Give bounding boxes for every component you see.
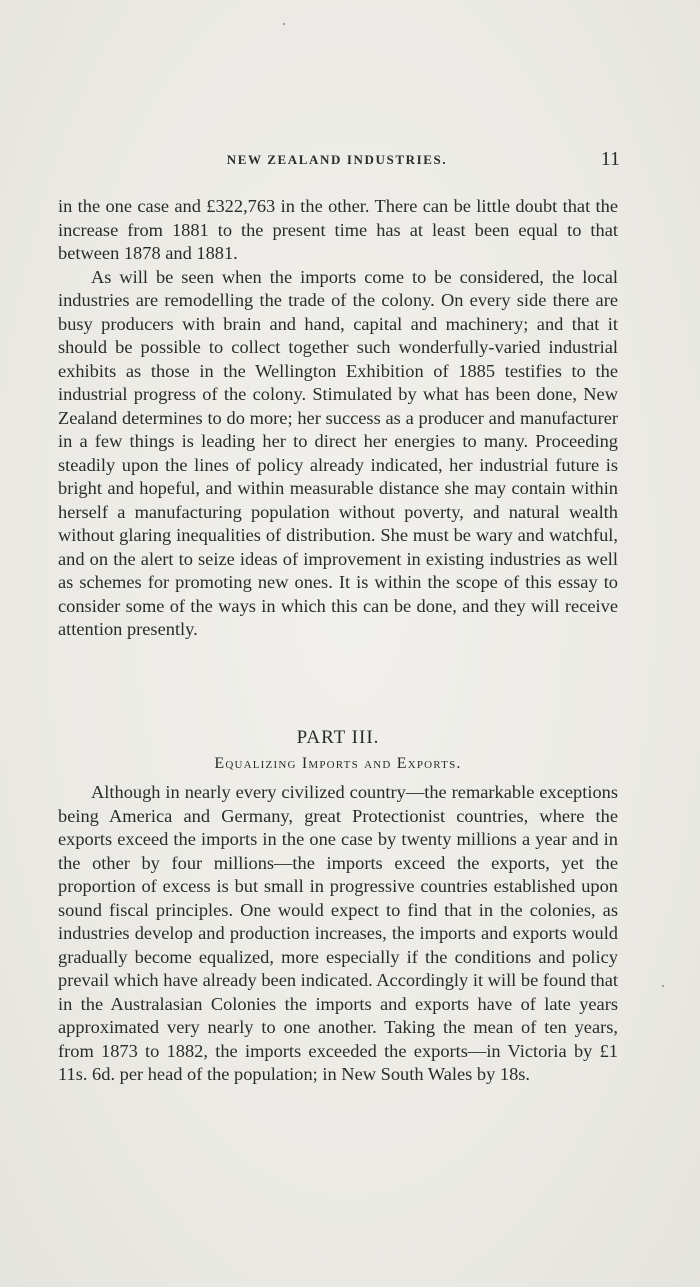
running-title: NEW ZEALAND INDUSTRIES. [226, 152, 448, 167]
part-body-text [58, 781, 618, 1087]
paper-speck [283, 23, 285, 25]
body-text [58, 195, 618, 642]
running-head [58, 148, 620, 172]
continuation-paragraph: in the one case and £322,763 in the other. There can be little doubt that the increase from 1881 to the present time has at least been equal to that between 1878 and 1881. [58, 196, 618, 263]
paragraph: Although in nearly every civilized country—the remarkable exceptions being America and Germany, great Protectionist countries, where the exports exceed the imports in the one case by twenty millions a year and in the other by four millions—the imports exceed the exports, yet the proportion of excess is but small in progressive countries established upon sound fiscal principles. One would expect to find that in the colonies, as industries develop and production increases, the imports and exports would gradually become equalized, more especially if the conditions and policy prevail which have already been indicated. Accordingly it will be found that in the Australasian Colonies the imports and exports have of late years approximated very nearly to one another. Taking the mean of ten years, from 1873 to 1882, the imports exceeded the exports—in Victoria by £1 11s. 6d. per head of the population; in New South Wales by 18s. [58, 782, 618, 1084]
page-number: 11 [600, 148, 620, 170]
section-heading: Equalizing Imports and Exports. [214, 755, 462, 772]
part-heading: PART III. [296, 727, 380, 748]
paragraph: As will be seen when the imports come to be considered, the local industries are remodelling the trade of the colony. On every side there are busy producers with brain and hand, capital and machinery; and that it should be possible to collect together such wonderfully-varied industrial exhibits as those in the Wellington Exhibition of 1885 testifies to the industrial progress of the colony. Stimulated by what has been done, New Zealand determines to do more; her success as a producer and manufacturer in a few things is leading her to direct her energies to many. Proceeding steadily upon the lines of policy already indicated, her industrial future is bright and hopeful, and within measurable distance she may contain within herself a manufacturing population without poverty, and natural wealth without glaring inequalities of distribution. She must be wary and watchful, and on the alert to seize ideas of improvement in existing industries as well as schemes for promoting new ones. It is within the scope of this essay to consider some of the ways in which this can be done, and they will receive attention presently. [58, 266, 618, 639]
paper-speck [662, 985, 664, 987]
